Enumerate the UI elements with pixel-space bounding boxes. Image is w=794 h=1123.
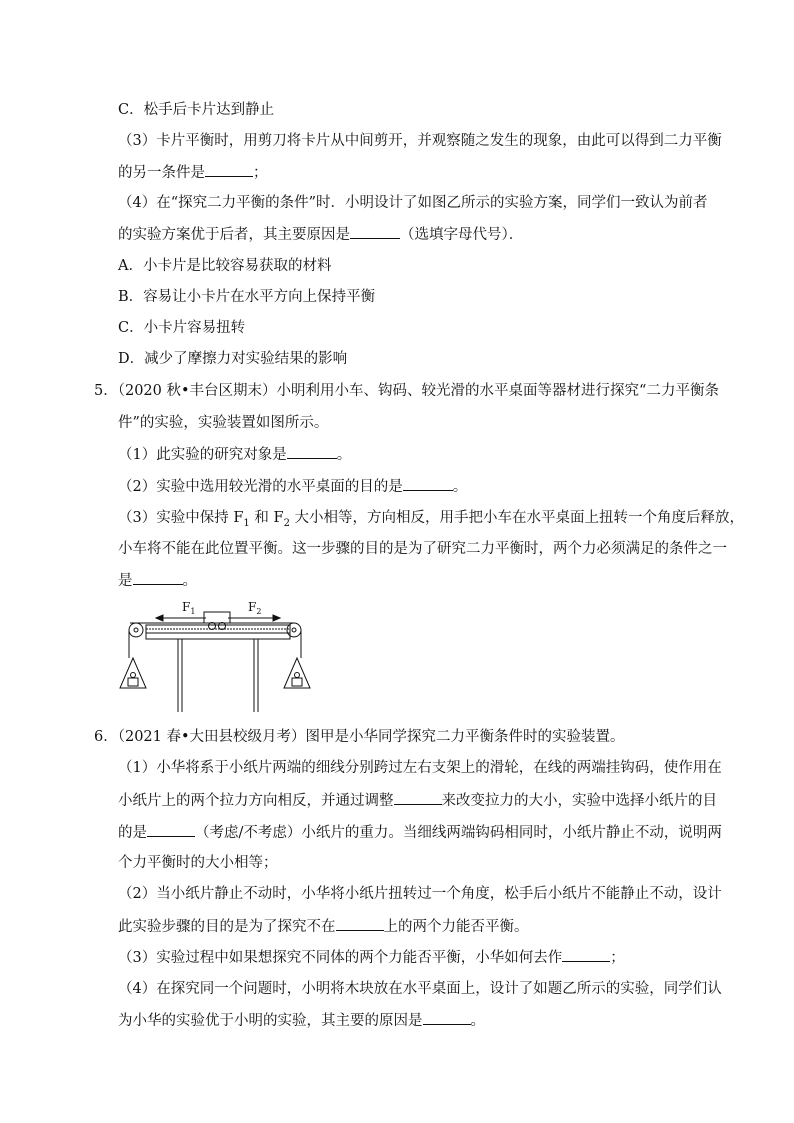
q5-part1 (118, 444, 351, 465)
table-frame (146, 633, 290, 639)
answer-blank[interactable] (287, 444, 337, 459)
text: 是 (118, 573, 133, 589)
text: 。 (336, 447, 352, 463)
text: 件”的实验，实验装置如图所示。 (118, 415, 329, 431)
answer-blank[interactable] (423, 1010, 471, 1025)
text: 5．（2020 秋•丰台区期末）小明利用小车、钩码、较光滑的水平桌面等器材进行探究“二力平衡条 (94, 383, 719, 399)
q6-part1-line3 (118, 822, 722, 843)
text: 。 (470, 1013, 485, 1029)
text: （选填字母代号）． (400, 227, 524, 243)
text: （考虑/不考虑）小纸片的重力。当细线两端钩码相同时，小纸片静止不动，说明两 (195, 825, 722, 841)
f1-label: $F_1$ (182, 600, 196, 616)
q6-part4-line2 (118, 1010, 485, 1031)
text: 的实验方案优于后者，其主要原因是 (118, 227, 350, 243)
text: （3）卡片平衡时，用剪刀将卡片从中间剪开，并观察随之发生的现象，由此可以得到二力平衡 (118, 133, 722, 149)
text: （2）当小纸片静止不动时，小华将小纸片扭转过一个角度，松手后小纸片不能静止不动，设计 (118, 886, 722, 902)
answer-blank[interactable] (350, 224, 400, 239)
text: （2）实验中选用较光滑的水平桌面的目的是 (118, 479, 403, 495)
q5-stem-line1 (94, 381, 719, 401)
q6-part4-line1 (118, 979, 722, 999)
right-weight (292, 678, 302, 686)
text: 个力平衡时的大小相等； (118, 855, 278, 871)
text: ； (253, 165, 268, 181)
answer-blank[interactable] (336, 916, 384, 931)
text: ； (610, 950, 625, 966)
apparatus-diagram (118, 596, 318, 714)
cart-wheel-right (219, 623, 226, 630)
option-c-2 (118, 318, 245, 338)
text: 。 (182, 573, 197, 589)
text: 小车将不能在此位置平衡。这一步骤的目的是为了研究二力平衡时，两个力必须满足的条件之一 (118, 541, 727, 557)
text: C．松手后卡片达到静止 (118, 102, 275, 118)
text: 来改变拉力的大小，实验中选择小纸片的目 (441, 793, 717, 809)
q5-stem-line2 (118, 413, 328, 433)
q4-part4-line2 (118, 224, 523, 245)
q6-stem (94, 727, 625, 747)
f2-label: $F_2$ (248, 600, 262, 616)
left-weight-hook (131, 673, 136, 678)
right-pulley-axle (292, 628, 296, 632)
q4-part3-line1 (118, 131, 722, 151)
text: 为小华的实验优于小明的实验，其主要的原因是 (118, 1013, 423, 1029)
option-a (118, 256, 331, 276)
option-b (118, 287, 375, 307)
answer-blank[interactable] (147, 822, 195, 837)
subscript: 2 (283, 517, 290, 529)
q6-part2-line2 (118, 916, 529, 937)
q4-part3-line2 (118, 162, 268, 183)
text: 上的两个力能否平衡。 (383, 919, 529, 935)
text: （3）实验中保持 F (118, 510, 244, 526)
q5-part3-line2 (118, 539, 727, 559)
answer-blank[interactable] (403, 476, 453, 491)
subscript: 1 (243, 517, 250, 529)
answer-blank[interactable] (205, 162, 253, 177)
text: （3）实验过程中如果想探究不同体的两个力能否平衡，小华如何去作 (118, 950, 563, 966)
right-weight-hook (295, 673, 300, 678)
left-pulley-axle (134, 628, 138, 632)
option-c-1 (118, 100, 274, 120)
text: （4）在“探究二力平衡的条件”时．小明设计了如图乙所示的实验方案，同学们一致认为前者 (118, 195, 708, 211)
answer-blank[interactable] (562, 947, 610, 962)
left-weight (128, 678, 138, 686)
text: （4）在探究同一个问题时，小明将木块放在水平桌面上，设计了如题乙所示的实验，同学们认 (118, 981, 722, 997)
text: 小纸片上的两个拉力方向相反，并通过调整 (118, 793, 394, 809)
text: （1）此实验的研究对象是 (118, 447, 287, 463)
q6-part1-line2 (118, 790, 717, 811)
text: 。 (452, 479, 468, 495)
text: 6．（2021 春•大田县校级月考）图甲是小华同学探究二力平衡条件时的实验装置。 (94, 729, 625, 745)
text: B．容易让小卡片在水平方向上保持平衡 (118, 289, 376, 305)
f2-arrowhead (273, 615, 280, 621)
q4-part4-line1 (118, 193, 708, 213)
text: （1）小华将系于小纸片两端的细线分别跨过左右支架上的滑轮，在线的两端挂钩码，使作用在 (118, 760, 722, 776)
text: 和 F (249, 510, 284, 526)
option-d (118, 349, 347, 369)
text: 此实验步骤的目的是为了探究不在 (118, 919, 336, 935)
f1-arrowhead (156, 615, 163, 621)
right-pulley (287, 623, 301, 637)
answer-blank[interactable] (394, 790, 442, 805)
text: 的是 (118, 825, 147, 841)
left-pulley (129, 623, 143, 637)
text: D．减少了摩擦力对实验结果的影响 (118, 351, 348, 367)
text: 的另一条件是 (118, 165, 205, 181)
q6-part1-line1 (118, 758, 722, 778)
text: A．小卡片是比较容易获取的材料 (118, 258, 332, 274)
q5-part2 (118, 476, 467, 497)
q6-part2-line1 (118, 884, 722, 904)
text: C．小卡片容易扭转 (118, 320, 246, 336)
text: 大小相等，方向相反，用手把小车在水平桌面上扭转一个角度后释放， (289, 510, 745, 526)
q5-part3-line1 (118, 508, 744, 534)
q5-part3-line3 (118, 570, 197, 591)
cart-body (204, 612, 230, 623)
q6-part3 (118, 947, 625, 968)
answer-blank[interactable] (133, 570, 183, 585)
q6-part1-line4 (118, 853, 278, 873)
cart-wheel-left (209, 623, 216, 630)
